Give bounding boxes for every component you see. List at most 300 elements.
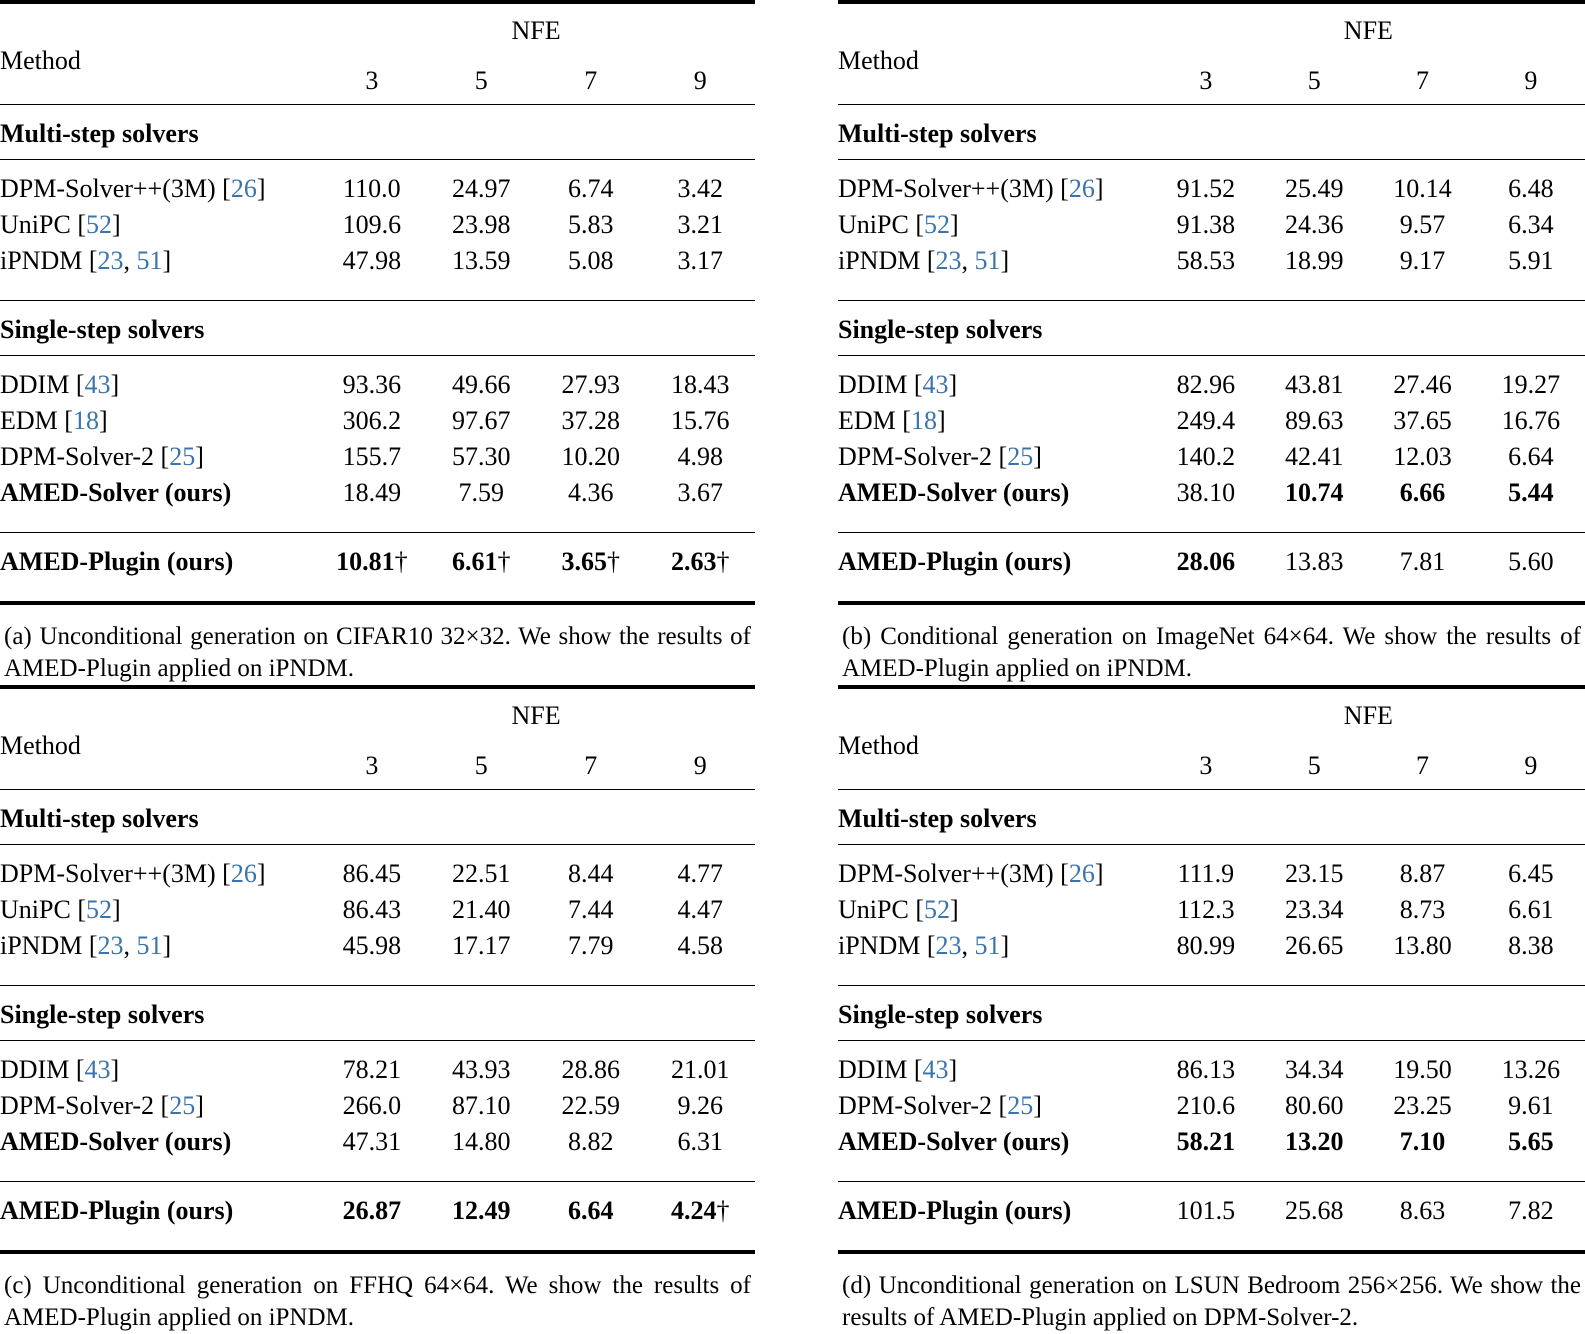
caption-text: (a) Unconditional generation on CIFAR10 32×32. We show the results of AMED-Plugin applied on iPNDM. bbox=[4, 623, 751, 682]
dagger-marker: † bbox=[607, 547, 621, 576]
subtable-caption-a bbox=[0, 605, 755, 685]
nfe-value-cell: 27.93 bbox=[561, 370, 621, 399]
column-gutter bbox=[755, 0, 838, 685]
column-gutter bbox=[755, 685, 838, 1334]
table-row bbox=[838, 897, 1585, 933]
nfe-value-cell: 86.45 bbox=[342, 859, 402, 888]
nfe-column-header: 7 bbox=[1416, 66, 1430, 95]
table-row bbox=[838, 372, 1585, 408]
method-column-header bbox=[0, 18, 317, 105]
group-header-row bbox=[838, 703, 1585, 743]
method-label: DPM-Solver-2 bbox=[0, 442, 155, 471]
nfe-value-cell: 109.6 bbox=[342, 210, 402, 239]
nfe-group-header bbox=[317, 18, 755, 58]
citation-number[interactable]: 26 bbox=[1068, 859, 1095, 888]
citation-number[interactable]: 18 bbox=[910, 406, 937, 435]
method-label: AMED-Plugin (ours) bbox=[0, 1196, 234, 1225]
nfe-value-cell: 6.74 bbox=[568, 174, 614, 203]
dagger-marker: † bbox=[497, 547, 511, 576]
citation-number[interactable]: 23 bbox=[97, 931, 124, 960]
nfe-value-cell: 80.60 bbox=[1284, 1091, 1344, 1120]
results-table-c bbox=[0, 685, 755, 1254]
nfe-value-cell: 82.96 bbox=[1176, 370, 1236, 399]
method-label: DPM-Solver-2 bbox=[838, 1091, 993, 1120]
nfe-value-cell: 47.98 bbox=[342, 246, 402, 275]
nfe-value-cell: 6.64 bbox=[568, 1196, 614, 1225]
spacer-row bbox=[838, 1165, 1585, 1182]
citation-group: [25] bbox=[160, 442, 204, 471]
citation-group: [23, 51] bbox=[88, 931, 172, 960]
nfe-value-cell: 249.4 bbox=[1176, 406, 1236, 435]
nfe-value-cell: 5.08 bbox=[568, 246, 614, 275]
nfe-value-cell: 9.57 bbox=[1399, 210, 1446, 239]
section-header-row bbox=[0, 1002, 755, 1041]
nfe-value-cell: 5.65 bbox=[1508, 1127, 1554, 1156]
subtable-caption-c bbox=[0, 1254, 755, 1334]
nfe-value-cell: 27.46 bbox=[1393, 370, 1452, 399]
nfe-value-cell: 42.41 bbox=[1284, 442, 1344, 471]
citation-group: [25] bbox=[160, 1091, 204, 1120]
subtable-panel-c bbox=[0, 685, 755, 1334]
section-header-label: Single-step solvers bbox=[838, 1000, 1043, 1029]
citation-separator: , bbox=[961, 246, 975, 275]
section-header-label: Multi-step solvers bbox=[838, 119, 1037, 148]
method-label: UniPC bbox=[838, 895, 909, 924]
table-row bbox=[0, 176, 755, 212]
nfe-group-header bbox=[1152, 703, 1585, 743]
nfe-value-cell: 2.63† bbox=[671, 547, 730, 576]
nfe-value-cell: 6.45 bbox=[1508, 859, 1554, 888]
method-label: DDIM bbox=[838, 370, 908, 399]
nfe-value-cell: 87.10 bbox=[452, 1091, 511, 1120]
citation-group: [23, 51] bbox=[926, 931, 1010, 960]
dagger-marker: † bbox=[394, 547, 408, 576]
nfe-value-cell: 8.38 bbox=[1508, 931, 1554, 960]
nfe-value-cell: 7.81 bbox=[1399, 547, 1446, 576]
nfe-value-cell: 6.31 bbox=[677, 1127, 723, 1156]
nfe-column-header: 3 bbox=[365, 751, 379, 780]
nfe-column-header: 5 bbox=[1307, 66, 1321, 95]
nfe-value-cell: 13.20 bbox=[1284, 1127, 1344, 1156]
citation-separator: , bbox=[123, 246, 137, 275]
nfe-column-header: 3 bbox=[1199, 751, 1213, 780]
citation-number[interactable]: 23 bbox=[97, 246, 124, 275]
row-method-name bbox=[0, 861, 317, 897]
section-header-row bbox=[838, 1002, 1585, 1041]
row-method-name bbox=[0, 176, 317, 212]
row-method-name bbox=[0, 1093, 317, 1129]
caption-text: (d) Unconditional generation on LSUN Bedroom 256×256. We show the results of AMED-Plugin applied on DPM-Solver-2. bbox=[842, 1272, 1581, 1331]
citation-separator: , bbox=[961, 931, 975, 960]
table-row bbox=[0, 480, 755, 516]
row-method-name bbox=[0, 480, 317, 516]
nfe-value-cell: 23.98 bbox=[452, 210, 511, 239]
table-row bbox=[0, 248, 755, 284]
nfe-value-cell: 18.43 bbox=[671, 370, 730, 399]
table-row bbox=[0, 1129, 755, 1165]
row-method-name bbox=[838, 861, 1152, 897]
nfe-value-cell: 10.81† bbox=[336, 547, 408, 576]
section-header-label: Single-step solvers bbox=[0, 315, 205, 344]
method-label: iPNDM bbox=[0, 931, 83, 960]
row-method-name bbox=[0, 1198, 317, 1234]
citation-group: [43] bbox=[913, 370, 958, 399]
method-column-header-label: Method bbox=[0, 46, 81, 75]
method-label: DPM-Solver-2 bbox=[838, 442, 993, 471]
nfe-value-cell: 45.98 bbox=[342, 931, 402, 960]
method-column-header bbox=[838, 18, 1152, 105]
nfe-value-cell: 7.44 bbox=[568, 895, 614, 924]
subtable-panel-a bbox=[0, 0, 755, 685]
nfe-value-cell: 97.67 bbox=[452, 406, 511, 435]
nfe-value-cell: 112.3 bbox=[1177, 895, 1235, 924]
method-label: UniPC bbox=[0, 895, 71, 924]
section-header-label: Multi-step solvers bbox=[0, 804, 199, 833]
method-label: UniPC bbox=[0, 210, 71, 239]
nfe-value-cell: 89.63 bbox=[1284, 406, 1344, 435]
method-label: DPM-Solver-2 bbox=[0, 1091, 155, 1120]
subtable-caption-d bbox=[838, 1254, 1585, 1334]
citation-number[interactable]: 25 bbox=[1007, 1091, 1034, 1120]
spacer-row bbox=[0, 284, 755, 301]
nfe-value-cell: 6.61† bbox=[452, 547, 511, 576]
nfe-value-cell: 21.01 bbox=[671, 1055, 730, 1084]
nfe-column-header: 7 bbox=[1416, 751, 1430, 780]
nfe-value-cell: 7.82 bbox=[1508, 1196, 1554, 1225]
nfe-value-cell: 86.13 bbox=[1176, 1055, 1236, 1084]
caption-text: (c) Unconditional generation on FFHQ 64×64. We show the results of AMED-Plugin applied on iPNDM. bbox=[4, 1272, 751, 1331]
method-label: DDIM bbox=[0, 370, 70, 399]
nfe-column-header: 3 bbox=[365, 66, 379, 95]
nfe-column-header: 5 bbox=[474, 66, 488, 95]
table-bottom-rule bbox=[0, 601, 755, 603]
results-table-b bbox=[838, 0, 1585, 605]
nfe-value-cell: 13.59 bbox=[452, 246, 511, 275]
subtable-panel-b bbox=[838, 0, 1585, 685]
nfe-value-cell: 25.49 bbox=[1284, 174, 1344, 203]
nfe-value-cell: 111.9 bbox=[1177, 859, 1235, 888]
citation-group: [43] bbox=[75, 370, 120, 399]
nfe-value-cell: 12.03 bbox=[1393, 442, 1452, 471]
nfe-value-cell: 9.26 bbox=[677, 1091, 723, 1120]
table-row bbox=[0, 372, 755, 408]
citation-number[interactable]: 23 bbox=[935, 246, 962, 275]
section-header-row bbox=[0, 121, 755, 160]
nfe-value-cell: 19.50 bbox=[1393, 1055, 1452, 1084]
nfe-column-header: 9 bbox=[693, 66, 707, 95]
row-method-name bbox=[0, 408, 317, 444]
nfe-value-cell: 5.60 bbox=[1508, 547, 1554, 576]
subtable-caption-b bbox=[838, 605, 1585, 685]
nfe-value-cell: 24.36 bbox=[1284, 210, 1344, 239]
nfe-value-cell: 3.67 bbox=[677, 478, 723, 507]
caption-text: (b) Conditional generation on ImageNet 64×64. We show the results of AMED-Plugin applied on iPNDM. bbox=[842, 623, 1581, 682]
spacer-row bbox=[838, 1234, 1585, 1250]
citation-group: [26] bbox=[222, 859, 266, 888]
spacer-row bbox=[838, 585, 1585, 601]
nfe-value-cell: 4.58 bbox=[677, 931, 723, 960]
nfe-value-cell: 34.34 bbox=[1284, 1055, 1344, 1084]
nfe-value-cell: 43.81 bbox=[1284, 370, 1344, 399]
citation-group: [52] bbox=[915, 210, 959, 239]
spacer-row bbox=[838, 689, 1585, 703]
nfe-value-cell: 3.17 bbox=[677, 246, 723, 275]
row-method-name bbox=[838, 933, 1152, 969]
citation-number[interactable]: 26 bbox=[230, 859, 257, 888]
table-row bbox=[0, 444, 755, 480]
citation-number[interactable]: 25 bbox=[169, 442, 196, 471]
table-row bbox=[838, 1093, 1585, 1129]
nfe-value-cell: 18.99 bbox=[1284, 246, 1344, 275]
citation-number[interactable]: 51 bbox=[136, 246, 163, 275]
nfe-value-cell: 6.34 bbox=[1508, 210, 1554, 239]
nfe-column-header: 9 bbox=[1524, 66, 1538, 95]
nfe-value-cell: 4.36 bbox=[568, 478, 614, 507]
citation-group: [52] bbox=[77, 895, 121, 924]
nfe-value-cell: 22.51 bbox=[452, 859, 511, 888]
citation-group: [26] bbox=[222, 174, 266, 203]
method-label: DPM-Solver++(3M) bbox=[0, 174, 216, 203]
table-row bbox=[838, 176, 1585, 212]
spacer-row bbox=[0, 969, 755, 986]
nfe-value-cell: 8.73 bbox=[1399, 895, 1446, 924]
citation-number[interactable]: 51 bbox=[136, 931, 163, 960]
section-header-row bbox=[838, 121, 1585, 160]
nfe-value-cell: 49.66 bbox=[452, 370, 511, 399]
citation-number[interactable]: 18 bbox=[72, 406, 99, 435]
group-header-row bbox=[0, 18, 755, 58]
nfe-value-cell: 58.53 bbox=[1176, 246, 1236, 275]
nfe-group-label: NFE bbox=[1343, 701, 1393, 730]
citation-group: [43] bbox=[75, 1055, 120, 1084]
citation-group: [23, 51] bbox=[88, 246, 172, 275]
nfe-value-cell: 58.21 bbox=[1176, 1127, 1236, 1156]
section-header-row bbox=[0, 317, 755, 356]
citation-number[interactable]: 23 bbox=[935, 931, 962, 960]
citation-number[interactable]: 26 bbox=[1068, 174, 1095, 203]
citation-group: [43] bbox=[913, 1055, 958, 1084]
citation-number[interactable]: 26 bbox=[230, 174, 257, 203]
method-label: DPM-Solver++(3M) bbox=[838, 859, 1054, 888]
method-label: DDIM bbox=[0, 1055, 70, 1084]
table-row bbox=[838, 1129, 1585, 1165]
nfe-value-cell: 43.93 bbox=[452, 1055, 511, 1084]
nfe-value-cell: 38.10 bbox=[1176, 478, 1236, 507]
subtable-panel-d bbox=[838, 685, 1585, 1334]
results-table-a bbox=[0, 0, 755, 605]
citation-number[interactable]: 43 bbox=[84, 370, 111, 399]
nfe-value-cell: 3.65† bbox=[561, 547, 621, 576]
row-method-name bbox=[838, 176, 1152, 212]
nfe-value-cell: 12.49 bbox=[452, 1196, 511, 1225]
nfe-value-cell: 8.87 bbox=[1399, 859, 1446, 888]
row-method-name bbox=[838, 248, 1152, 284]
nfe-value-cell: 14.80 bbox=[452, 1127, 511, 1156]
citation-number[interactable]: 43 bbox=[84, 1055, 111, 1084]
citation-number[interactable]: 43 bbox=[922, 370, 949, 399]
table-row bbox=[0, 549, 755, 585]
nfe-value-cell: 19.27 bbox=[1501, 370, 1561, 399]
nfe-value-cell: 57.30 bbox=[452, 442, 511, 471]
table-row bbox=[0, 212, 755, 248]
citation-group: [26] bbox=[1060, 859, 1104, 888]
nfe-value-cell: 9.61 bbox=[1508, 1091, 1554, 1120]
method-label: iPNDM bbox=[838, 246, 921, 275]
nfe-value-cell: 78.21 bbox=[342, 1055, 402, 1084]
method-column-header bbox=[838, 703, 1152, 790]
group-header-row bbox=[838, 18, 1585, 58]
method-label: AMED-Solver (ours) bbox=[0, 478, 232, 507]
spacer-row bbox=[0, 585, 755, 601]
table-row bbox=[838, 1057, 1585, 1093]
nfe-value-cell: 5.44 bbox=[1508, 478, 1554, 507]
nfe-value-cell: 4.98 bbox=[677, 442, 723, 471]
method-label: iPNDM bbox=[0, 246, 83, 275]
nfe-value-cell: 37.65 bbox=[1393, 406, 1452, 435]
nfe-value-cell: 91.38 bbox=[1176, 210, 1236, 239]
table-row bbox=[0, 1093, 755, 1129]
section-header-row bbox=[838, 806, 1585, 845]
row-method-name bbox=[0, 897, 317, 933]
row-method-name bbox=[0, 212, 317, 248]
nfe-value-cell: 23.15 bbox=[1284, 859, 1344, 888]
spacer-row bbox=[0, 516, 755, 533]
nfe-value-cell: 18.49 bbox=[342, 478, 402, 507]
method-label: AMED-Solver (ours) bbox=[0, 1127, 232, 1156]
nfe-value-cell: 86.43 bbox=[342, 895, 402, 924]
table-row bbox=[0, 933, 755, 969]
citation-number[interactable]: 52 bbox=[85, 210, 112, 239]
citation-number[interactable]: 51 bbox=[974, 931, 1001, 960]
table-row bbox=[0, 408, 755, 444]
table-row bbox=[838, 549, 1585, 585]
citation-number[interactable]: 43 bbox=[922, 1055, 949, 1084]
table-row bbox=[838, 248, 1585, 284]
nfe-column-header: 3 bbox=[1199, 66, 1213, 95]
section-header-label: Multi-step solvers bbox=[0, 119, 199, 148]
method-label: AMED-Solver (ours) bbox=[838, 1127, 1070, 1156]
citation-group: [52] bbox=[77, 210, 121, 239]
nfe-value-cell: 10.14 bbox=[1393, 174, 1452, 203]
nfe-column-header: 5 bbox=[474, 751, 488, 780]
row-method-name bbox=[838, 1093, 1152, 1129]
citation-number[interactable]: 51 bbox=[974, 246, 1001, 275]
row-method-name bbox=[0, 372, 317, 408]
table-row bbox=[838, 212, 1585, 248]
nfe-value-cell: 266.0 bbox=[342, 1091, 402, 1120]
method-label: AMED-Plugin (ours) bbox=[838, 1196, 1072, 1225]
nfe-value-cell: 3.21 bbox=[677, 210, 723, 239]
table-bottom-rule bbox=[838, 1250, 1585, 1252]
row-method-name bbox=[0, 248, 317, 284]
citation-group: [25] bbox=[998, 1091, 1042, 1120]
nfe-value-cell: 13.80 bbox=[1393, 931, 1452, 960]
dagger-marker: † bbox=[716, 547, 730, 576]
nfe-value-cell: 21.40 bbox=[452, 895, 511, 924]
method-column-header-label: Method bbox=[838, 46, 919, 75]
row-method-name bbox=[838, 1129, 1152, 1165]
nfe-value-cell: 28.86 bbox=[561, 1055, 621, 1084]
nfe-value-cell: 6.61 bbox=[1508, 895, 1554, 924]
citation-number[interactable]: 52 bbox=[923, 210, 950, 239]
row-method-name bbox=[838, 408, 1152, 444]
spacer-row bbox=[0, 1165, 755, 1182]
citation-group: [25] bbox=[998, 442, 1042, 471]
table-row bbox=[838, 480, 1585, 516]
nfe-value-cell: 13.83 bbox=[1284, 547, 1344, 576]
nfe-value-cell: 17.17 bbox=[452, 931, 511, 960]
nfe-column-header: 5 bbox=[1307, 751, 1321, 780]
nfe-value-cell: 6.66 bbox=[1399, 478, 1446, 507]
table-row bbox=[838, 408, 1585, 444]
nfe-value-cell: 101.5 bbox=[1176, 1196, 1236, 1225]
spacer-row bbox=[838, 516, 1585, 533]
row-method-name bbox=[0, 549, 317, 585]
nfe-value-cell: 5.91 bbox=[1508, 246, 1554, 275]
citation-number[interactable]: 52 bbox=[85, 895, 112, 924]
nfe-value-cell: 10.74 bbox=[1284, 478, 1344, 507]
table-row bbox=[838, 444, 1585, 480]
citation-number[interactable]: 25 bbox=[169, 1091, 196, 1120]
section-header-label: Single-step solvers bbox=[0, 1000, 205, 1029]
nfe-value-cell: 23.25 bbox=[1393, 1091, 1452, 1120]
nfe-value-cell: 47.31 bbox=[342, 1127, 402, 1156]
nfe-value-cell: 26.87 bbox=[342, 1196, 402, 1225]
nfe-value-cell: 4.24† bbox=[671, 1196, 730, 1225]
method-label: AMED-Solver (ours) bbox=[838, 478, 1070, 507]
row-method-name bbox=[0, 444, 317, 480]
nfe-value-cell: 15.76 bbox=[671, 406, 730, 435]
table-row bbox=[838, 861, 1585, 897]
nfe-value-cell: 10.20 bbox=[561, 442, 621, 471]
nfe-value-cell: 37.28 bbox=[561, 406, 621, 435]
table-row bbox=[838, 933, 1585, 969]
nfe-value-cell: 9.17 bbox=[1399, 246, 1446, 275]
nfe-value-cell: 6.64 bbox=[1508, 442, 1554, 471]
citation-number[interactable]: 25 bbox=[1007, 442, 1034, 471]
nfe-value-cell: 22.59 bbox=[561, 1091, 621, 1120]
nfe-value-cell: 28.06 bbox=[1176, 547, 1236, 576]
nfe-value-cell: 7.59 bbox=[458, 478, 505, 507]
spacer-row bbox=[0, 689, 755, 703]
citation-group: [18] bbox=[902, 406, 946, 435]
table-row bbox=[0, 1057, 755, 1093]
nfe-value-cell: 91.52 bbox=[1176, 174, 1236, 203]
table-row bbox=[0, 861, 755, 897]
row-method-name bbox=[838, 444, 1152, 480]
nfe-value-cell: 25.68 bbox=[1284, 1196, 1344, 1225]
method-label: EDM bbox=[838, 406, 896, 435]
method-column-header-label: Method bbox=[838, 731, 919, 760]
citation-group: [18] bbox=[64, 406, 108, 435]
row-method-name bbox=[838, 1198, 1152, 1234]
spacer-row bbox=[0, 4, 755, 18]
nfe-value-cell: 13.26 bbox=[1501, 1055, 1561, 1084]
section-header-row bbox=[838, 317, 1585, 356]
method-label: iPNDM bbox=[838, 931, 921, 960]
nfe-value-cell: 93.36 bbox=[342, 370, 402, 399]
nfe-value-cell: 4.47 bbox=[677, 895, 723, 924]
nfe-value-cell: 23.34 bbox=[1284, 895, 1344, 924]
nfe-group-header bbox=[1152, 18, 1585, 58]
nfe-value-cell: 210.6 bbox=[1176, 1091, 1236, 1120]
row-method-name bbox=[838, 480, 1152, 516]
row-method-name bbox=[0, 1057, 317, 1093]
group-header-row bbox=[0, 703, 755, 743]
method-label: DPM-Solver++(3M) bbox=[0, 859, 216, 888]
citation-number[interactable]: 52 bbox=[923, 895, 950, 924]
row-method-name bbox=[838, 212, 1152, 248]
